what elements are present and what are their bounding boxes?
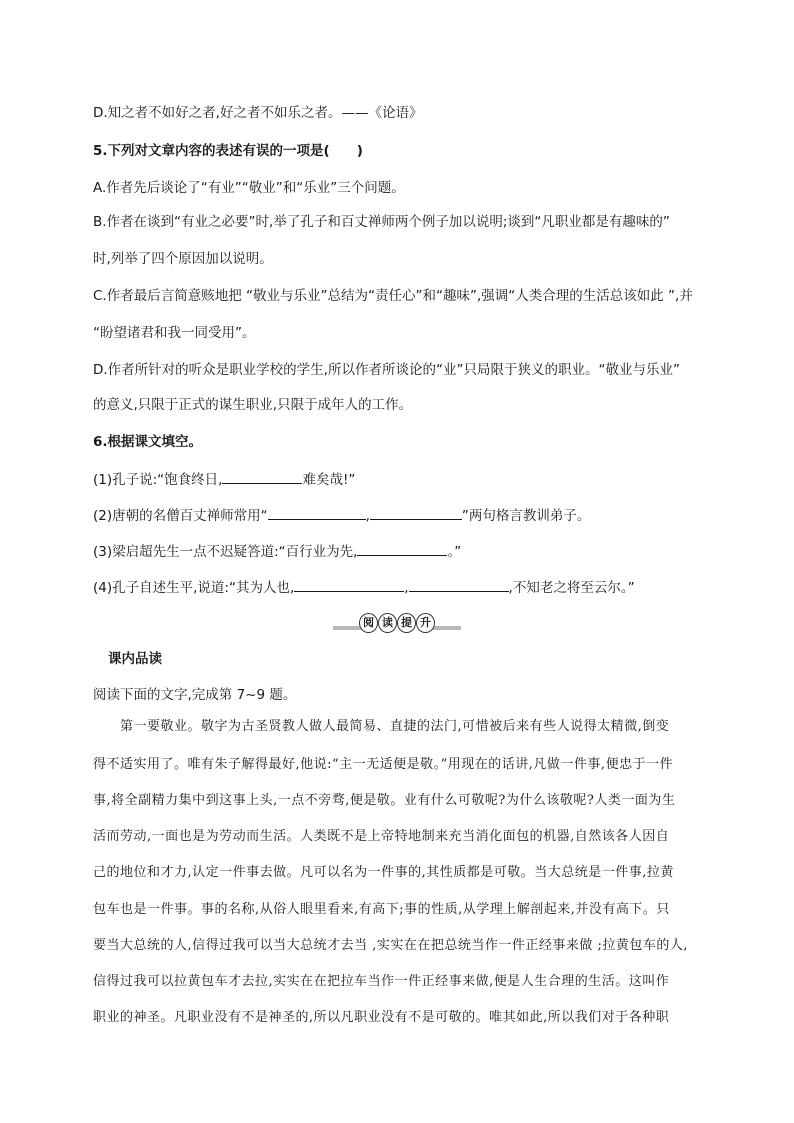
q5-option-d-line1: D.作者所针对的听众是职业学校的学生,所以作者所谈论的“业”只局限于狭义的职业。“敬业与乐业” (93, 362, 680, 378)
fill-blank-1[interactable] (222, 469, 302, 484)
q6-sentence-4 (93, 577, 635, 598)
fill-blank-2b[interactable] (370, 505, 462, 520)
q6-sentence-1 (93, 469, 355, 490)
banner-char-4: 升 (416, 613, 435, 633)
q6-s3-suffix: 。” (447, 544, 462, 560)
q6-s1-prefix: (1)孔子说:“饱食终日, (93, 472, 223, 488)
q5-option-d-line2: 的意义,只限于正式的谋生职业,只限于成年人的工作。 (93, 397, 413, 413)
passage-line-4: 活而劳动,一面也是为劳动而生活。人类既不是上帝特地制来充当消化面包的机器,自然该各人因自 (93, 829, 670, 844)
q6-s3-prefix: (3)梁启超先生一点不迟疑答道:“百行业为先, (93, 544, 358, 560)
banner-bar-right (431, 626, 461, 630)
q5-option-a: A.作者先后谈论了“有业”“敬业”和“乐业”三个问题。 (93, 180, 405, 196)
passage-line-7: 要当大总统的人,信得过我可以当大总统才去当 ,实实在在把总统当作一件正经事来做 ;拉黄包车的人, (93, 938, 689, 953)
banner-char-2: 读 (378, 613, 397, 633)
passage-line-8: 信得过我可以拉黄包车才去拉,实实在在把拉车当作一件正经事来做,便是人生合理的生活。这叫作 (93, 974, 670, 989)
banner-char-1: 阅 (359, 613, 378, 633)
fill-blank-4b[interactable] (409, 577, 509, 592)
q6-s4-prefix: (4)孔子自述生平,说道:“其为人也, (93, 580, 295, 596)
q6-sentence-3 (93, 541, 461, 562)
q6-s2-suffix: ”两句格言教训弟子。 (461, 508, 591, 524)
reading-instruction: 阅读下面的文字,完成第 7~9 题。 (93, 687, 297, 703)
passage-line-3: 事,将全副精力集中到这事上头,一点不旁骛,便是敬。业有什么可敬呢?为什么该敬呢?人类一面为生 (93, 793, 676, 808)
q6-s1-suffix: 难矣哉!” (302, 472, 356, 488)
passage-line-5: 己的地位和才力,认定一件事去做。凡可以名为一件事的,其性质都是可敬。当大总统是一件事,拉黄 (93, 865, 674, 880)
passage-line-2: 得不适实用了。唯有朱子解得最好,他说:“主一无适便是敬。”用现在的话讲,凡做一件事,便忠于一件 (93, 757, 674, 772)
option-d-previous: D.知之者不如好之者,好之者不如乐之者。——《论语》 (93, 105, 423, 121)
q6-s4-suffix: ,不知老之将至云尔。” (508, 580, 635, 596)
q5-option-b-line1: B.作者在谈到“有业之必要”时,举了孔子和百丈禅师两个例子加以说明;谈到“凡职业都是有趣味的” (93, 214, 670, 230)
section-heading: 课内品读 (108, 651, 162, 667)
banner-char-3: 提 (397, 613, 416, 633)
q6-s2-prefix: (2)唐朝的名僧百丈禅师常用“ (93, 508, 268, 524)
question-6-stem: 6.根据课文填空。 (93, 434, 203, 450)
q6-s2-separator: , (365, 508, 370, 524)
q5-option-b-line2: 时,列举了四个原因加以说明。 (93, 251, 273, 267)
passage-line-9: 职业的神圣。凡职业没有不是神圣的,所以凡职业没有不是可敬的。唯其如此,所以我们对于各种职 (93, 1010, 670, 1025)
question-5-stem: 5.下列对文章内容的表述有误的一项是( ) (93, 143, 363, 159)
q5-option-c-line1: C.作者最后言简意赅地把 “敬业与乐业”总结为“责任心”和“趣味”,强调“人类合理的生活总该如此 ”,并 (93, 288, 693, 304)
passage-line-1: 第一要敬业。敬字为古圣贤教人做人最简易、直捷的法门,可惜被后来有些人说得太精微,倒变 (120, 719, 670, 734)
q6-s4-separator: , (404, 580, 409, 596)
fill-blank-3[interactable] (357, 541, 447, 556)
banner-characters (359, 613, 435, 635)
q5-option-c-line2: “盼望诸君和我一同受用”。 (93, 325, 256, 341)
fill-blank-2a[interactable] (268, 505, 366, 520)
section-banner-reading (333, 613, 461, 635)
fill-blank-4a[interactable] (294, 577, 404, 592)
q6-sentence-2 (93, 505, 590, 526)
passage-line-6: 包车也是一件事。事的名称,从俗人眼里看来,有高下;事的性质,从学理上解剖起来,并没有高下。只 (93, 902, 670, 917)
